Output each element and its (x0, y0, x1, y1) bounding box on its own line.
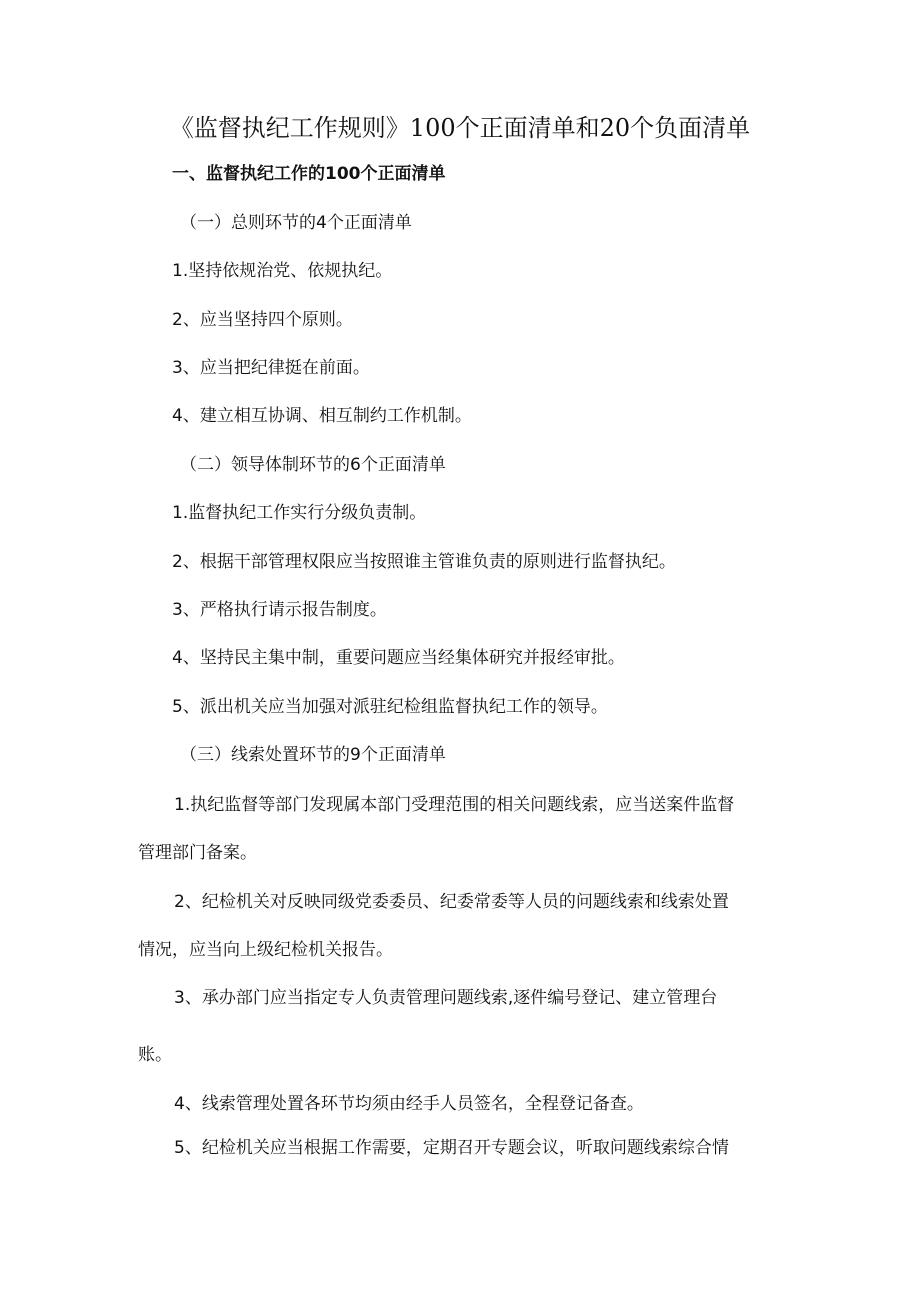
list-item-continuation: 情况，应当向上级纪检机关报告。 (138, 940, 393, 960)
list-item: 3、应当把纪律挺在前面。 (172, 358, 370, 378)
list-item: 2、纪检机关对反映同级党委委员、纪委常委等人员的问题线索和线索处置 (174, 892, 729, 912)
list-item: 2、应当坚持四个原则。 (172, 310, 353, 330)
list-item: 2、根据干部管理权限应当按照谁主管谁负责的原则进行监督执纪。 (172, 552, 676, 572)
list-item: 1.监督执纪工作实行分级负责制。 (172, 503, 427, 523)
list-item: 1.坚持依规治党、依规执纪。 (172, 261, 393, 281)
list-item: 4、建立相互协调、相互制约工作机制。 (172, 406, 472, 426)
list-item: 4、线索管理处置各环节均须由经手人员签名，全程登记备查。 (174, 1094, 644, 1114)
list-item-continuation: 账。 (138, 1045, 172, 1065)
document-title: 《监督执纪工作规则》100个正面清单和20个负面清单 (169, 114, 751, 142)
list-item: 3、严格执行请示报告制度。 (172, 600, 387, 620)
section-heading-positive-list: 一、监督执纪工作的100个正面清单 (172, 164, 446, 184)
subsection-heading-general: （一）总则环节的4个正面清单 (180, 213, 412, 233)
subsection-heading-clue-handling: （三）线索处置环节的9个正面清单 (180, 745, 446, 765)
list-item-continuation: 管理部门备案。 (138, 843, 257, 863)
list-item: 3、承办部门应当指定专人负责管理问题线索,逐件编号登记、建立管理台 (174, 988, 718, 1008)
subsection-heading-leadership: （二）领导体制环节的6个正面清单 (180, 455, 446, 475)
list-item: 4、坚持民主集中制，重要问题应当经集体研究并报经审批。 (172, 648, 625, 668)
list-item: 5、派出机关应当加强对派驻纪检组监督执纪工作的领导。 (172, 697, 608, 717)
list-item: 1.执纪监督等部门发现属本部门受理范围的相关问题线索，应当送案件监督 (174, 795, 735, 815)
list-item: 5、纪检机关应当根据工作需要，定期召开专题会议，听取问题线索综合情 (174, 1138, 729, 1158)
